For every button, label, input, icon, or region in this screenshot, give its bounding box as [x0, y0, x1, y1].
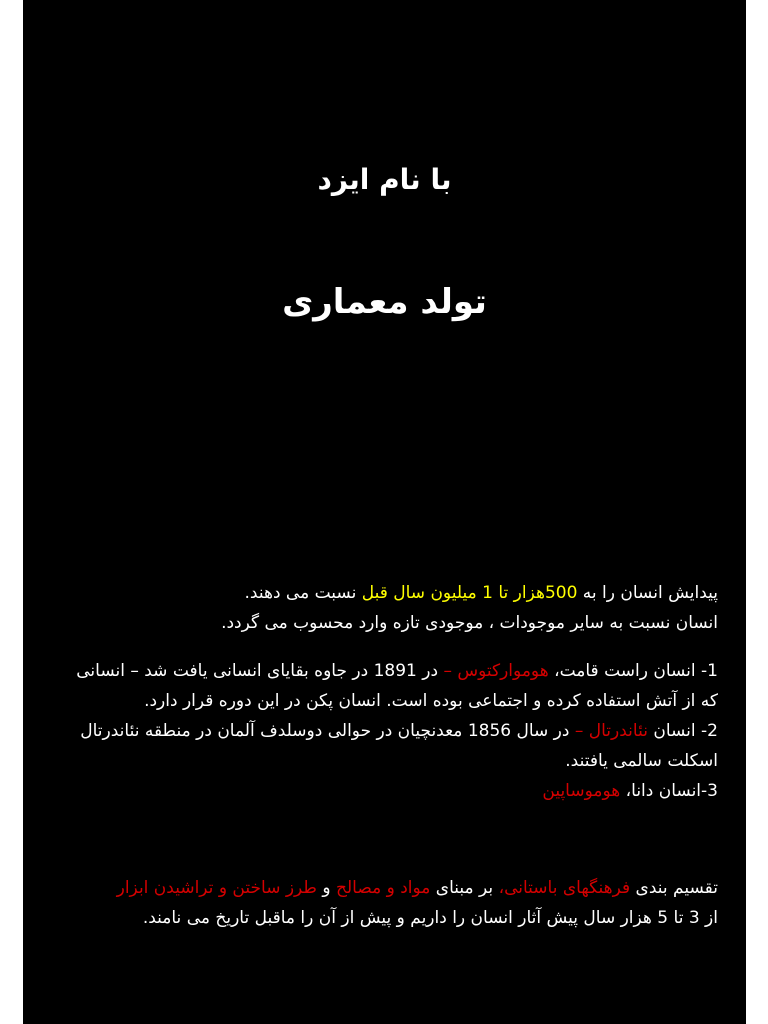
list-item-1-highlight: هوموارکتوس – [443, 661, 549, 681]
intro-highlight-age: 500هزار تا 1 میلیون سال قبل [361, 583, 578, 603]
list-item-2-highlight: نئاندرتال – [574, 721, 648, 741]
list-item-homo-erectus [63, 656, 718, 716]
classification-and: و [316, 878, 336, 898]
list-item-homo-sapiens [63, 776, 718, 806]
prehistory-line: از 3 تا 5 هزار سال پیش آثار انسان را داریم و پیش از آن را ماقبل تاریخ می نامند. [142, 908, 718, 928]
classification-highlight-materials: مواد و مصالح [336, 878, 431, 898]
human-species-list [63, 656, 718, 806]
slide-title-bename-izad: با نام ایزد [317, 163, 452, 196]
list-item-3-start: 3-انسان دانا، [620, 781, 718, 801]
list-item-1-end: در 1891 در جاوه بقایای انسانی یافت شد – انسانی که از آتش استفاده کرده و اجتماعی بوده است. انسان پکن در این دوره قرار دارد. [76, 661, 718, 711]
list-item-2-end: در سال 1856 معدنچیان در حوالی دوسلدف آلمان در منطقه نئاندرتال اسکلت سالمی یافتند. [80, 721, 718, 771]
list-item-neanderthal [63, 716, 718, 776]
classification-middle: بر مبنای [430, 878, 499, 898]
classification-highlight-tools: طرز ساختن و تراشیدن ابزار [116, 878, 317, 898]
classification-line [63, 873, 718, 903]
classification-start: تقسیم بندی [630, 878, 718, 898]
list-item-3-highlight: هوموساپین [542, 781, 621, 801]
intro-line-1-start: پیدایش انسان را به [577, 583, 718, 603]
slide-title-tavallod-memari: تولد معماری [282, 282, 487, 322]
intro-line-2: انسان نسبت به سایر موجودات ، موجودی تازه وارد محسوب می گردد. [221, 613, 718, 633]
intro-paragraph [63, 578, 718, 638]
classification-paragraph [63, 873, 718, 933]
list-item-2-start: 2- انسان [647, 721, 718, 741]
classification-highlight-cultures: فرهنگهای باستانی، [498, 878, 631, 898]
list-item-1-start: 1- انسان راست قامت، [548, 661, 718, 681]
intro-line-1 [63, 578, 718, 608]
slide [23, 0, 746, 1024]
intro-line-1-end: نسبت می دهند. [244, 583, 362, 603]
